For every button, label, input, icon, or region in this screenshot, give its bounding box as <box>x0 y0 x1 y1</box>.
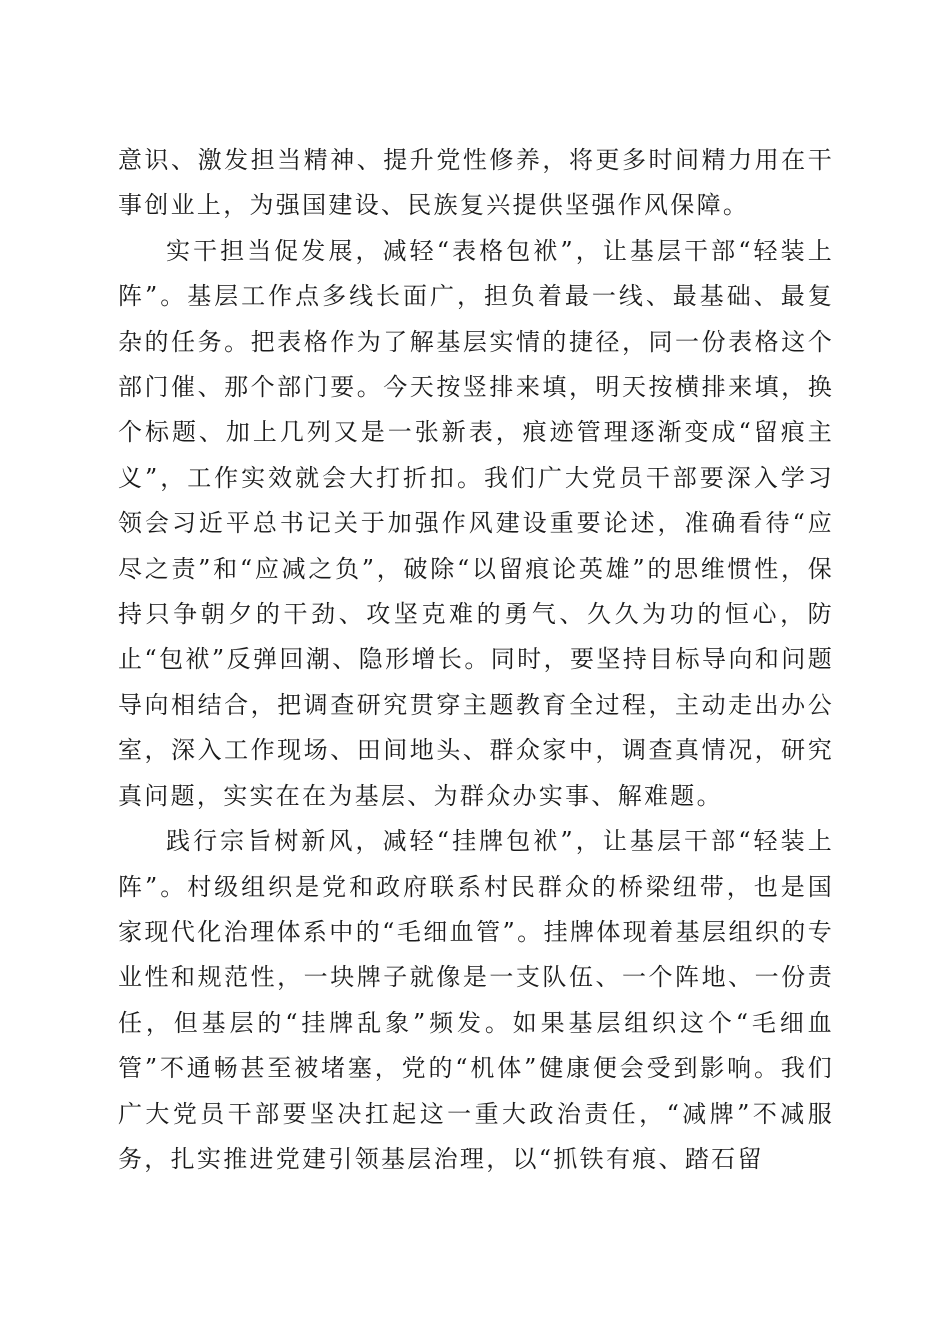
paragraph-signboard-burden: 践行宗旨树新风，减轻“挂牌包袱”，让基层干部“轻装上阵”。村级组织是党和政府联系村民群众的桥梁纽带，也是国家现代化治理体系中的“毛细血管”。挂牌体现着基层组织的专业性和规范性，一块牌子就像是一支队伍、一个阵地、一份责任，但基层的“挂牌乱象”频发。如果基层组织这个“毛细血管”不通畅甚至被堵塞，党的“机体”健康便会受到影响。我们广大党员干部要坚决扛起这一重大政治责任，“减牌”不减服务，扎实推进党建引领基层治理，以“抓铁有痕、踏石留 <box>118 827 834 1173</box>
document-body <box>118 138 834 1182</box>
paragraph-form-burden: 实干担当促发展，减轻“表格包袱”，让基层干部“轻装上阵”。基层工作点多线长面广，担负着最一线、最基础、最复杂的任务。把表格作为了解基层实情的捷径，同一份表格这个部门催、那个部门要。今天按竖排来填，明天按横排来填，换个标题、加上几列又是一张新表，痕迹管理逐渐变成“留痕主义”，工作实效就会大打折扣。我们广大党员干部要深入学习领会习近平总书记关于加强作风建设重要论述，准确看待“应尽之责”和“应减之负”，破除“以留痕论英雄”的思维惯性，保持只争朝夕的干劲、攻坚克难的勇气、久久为功的恒心，防止“包袱”反弹回潮、隐形增长。同时，要坚持目标导向和问题导向相结合，把调查研究贯穿主题教育全过程，主动走出办公室，深入工作现场、田间地头、群众家中，调查真情况，研究真问题，实实在在为基层、为群众办实事、解难题。 <box>118 236 834 810</box>
paragraph-continuation: 意识、激发担当精神、提升党性修养，将更多时间精力用在干事创业上，为强国建设、民族复兴提供坚强作风保障。 <box>118 146 834 220</box>
